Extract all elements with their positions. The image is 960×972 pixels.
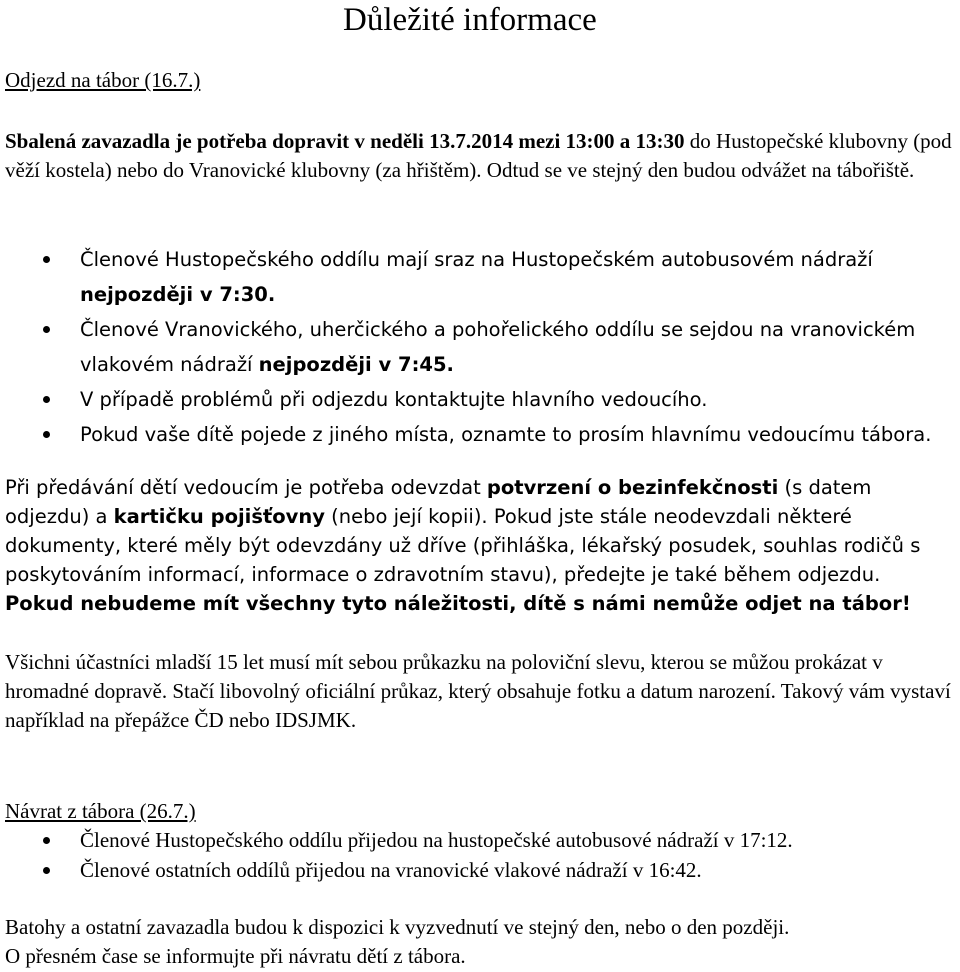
- list-item: [5, 825, 960, 855]
- bullet-text: Členové Vranovického, uherčického a pohořelického oddílu se sejdou na vranovickém vlakovém nádraží: [80, 318, 916, 376]
- bullet-text: Členové Hustopečského oddílu mají sraz na Hustopečském autobusovém nádraží: [80, 248, 873, 271]
- luggage-paragraph: [5, 127, 955, 185]
- bullet-icon: [43, 396, 50, 403]
- page-title: Důležité informace: [343, 2, 597, 38]
- bullet-icon: [43, 326, 50, 333]
- bullet-text: V případě problémů při odjezdu kontaktujte hlavního vedoucího.: [80, 388, 708, 411]
- list-item: [5, 242, 960, 312]
- bullet-icon: [43, 256, 50, 263]
- bullet-text: Pokud vaše dítě pojede z jiného místa, oznamte to prosím hlavnímu vedoucímu tábora.: [80, 423, 932, 446]
- list-item: [5, 417, 960, 452]
- return-bullet-list: [5, 825, 960, 885]
- bullet-text: Členové ostatních oddílů přijedou na vranovické vlakové nádraží v 16:42.: [80, 858, 702, 882]
- insurance-card: kartičku pojišťovny: [113, 505, 325, 528]
- bullet-time: nejpozději v 7:30.: [80, 283, 276, 306]
- return-heading: Návrat z tábora (26.7.): [5, 799, 196, 823]
- departure-bullet-list: [5, 242, 960, 452]
- handover-paragraph: Při předávání dětí vedoucím je potřeba odevzdat potvrzení o bezinfekčnosti (s datem odjezdu) a kartičku pojišťovny (nebo její kopii). Pokud jste stále neodevzdali některé dokumenty, které měly být odevzdány už dříve (přihláška, lékařský posudek, souhlas rodičů s poskytováním informací, informace o zdravotním stavu), předejte je také během odjezdu. Pokud nebudeme mít všechny tyto náležitosti, dítě s námi nemůže odjet na tábor!: [5, 476, 921, 615]
- return-paragraph: [5, 913, 955, 971]
- bullet-time: nejpozději v 7:45.: [258, 353, 454, 376]
- departure-heading: Odjezd na tábor (16.7.): [5, 68, 201, 92]
- health-certificate: potvrzení o bezinfekčnosti: [486, 476, 779, 499]
- bullet-icon: [43, 431, 50, 438]
- luggage-details: do Hustopečské klubovny (pod věží kostela) nebo do Vranovické klubovny (za hřištěm). Odtud se ve stejný den budou odvážet na tábořiště.: [5, 129, 952, 182]
- bullet-icon: [43, 837, 50, 844]
- list-item: [5, 312, 960, 382]
- return-time-info: O přesném čase se informujte při návratu dětí z tábora.: [5, 944, 466, 968]
- bullet-text: Členové Hustopečského oddílu přijedou na hustopečské autobusové nádraží v 17:12.: [80, 828, 793, 852]
- discount-paragraph: Všichni účastníci mladší 15 let musí mít sebou průkazku na poloviční slevu, kterou se můžou prokázat v hromadné dopravě. Stačí libovolný oficiální průkaz, který obsahuje fotku a datum narození. Takový vám vystaví například na přepážce ČD nebo IDSJMK.: [5, 650, 951, 732]
- luggage-deadline: Sbalená zavazadla je potřeba dopravit v neděli 13.7.2014 mezi 13:00 a 13:30: [5, 129, 685, 153]
- handover-warning: Pokud nebudeme mít všechny tyto náležitosti, dítě s námi nemůže odjet na tábor!: [5, 592, 911, 615]
- list-item: [5, 855, 960, 885]
- bullet-icon: [43, 867, 50, 874]
- list-item: [5, 382, 960, 417]
- luggage-pickup-text: Batohy a ostatní zavazadla budou k dispozici k vyzvednutí ve stejný den, nebo o den později.: [5, 915, 790, 939]
